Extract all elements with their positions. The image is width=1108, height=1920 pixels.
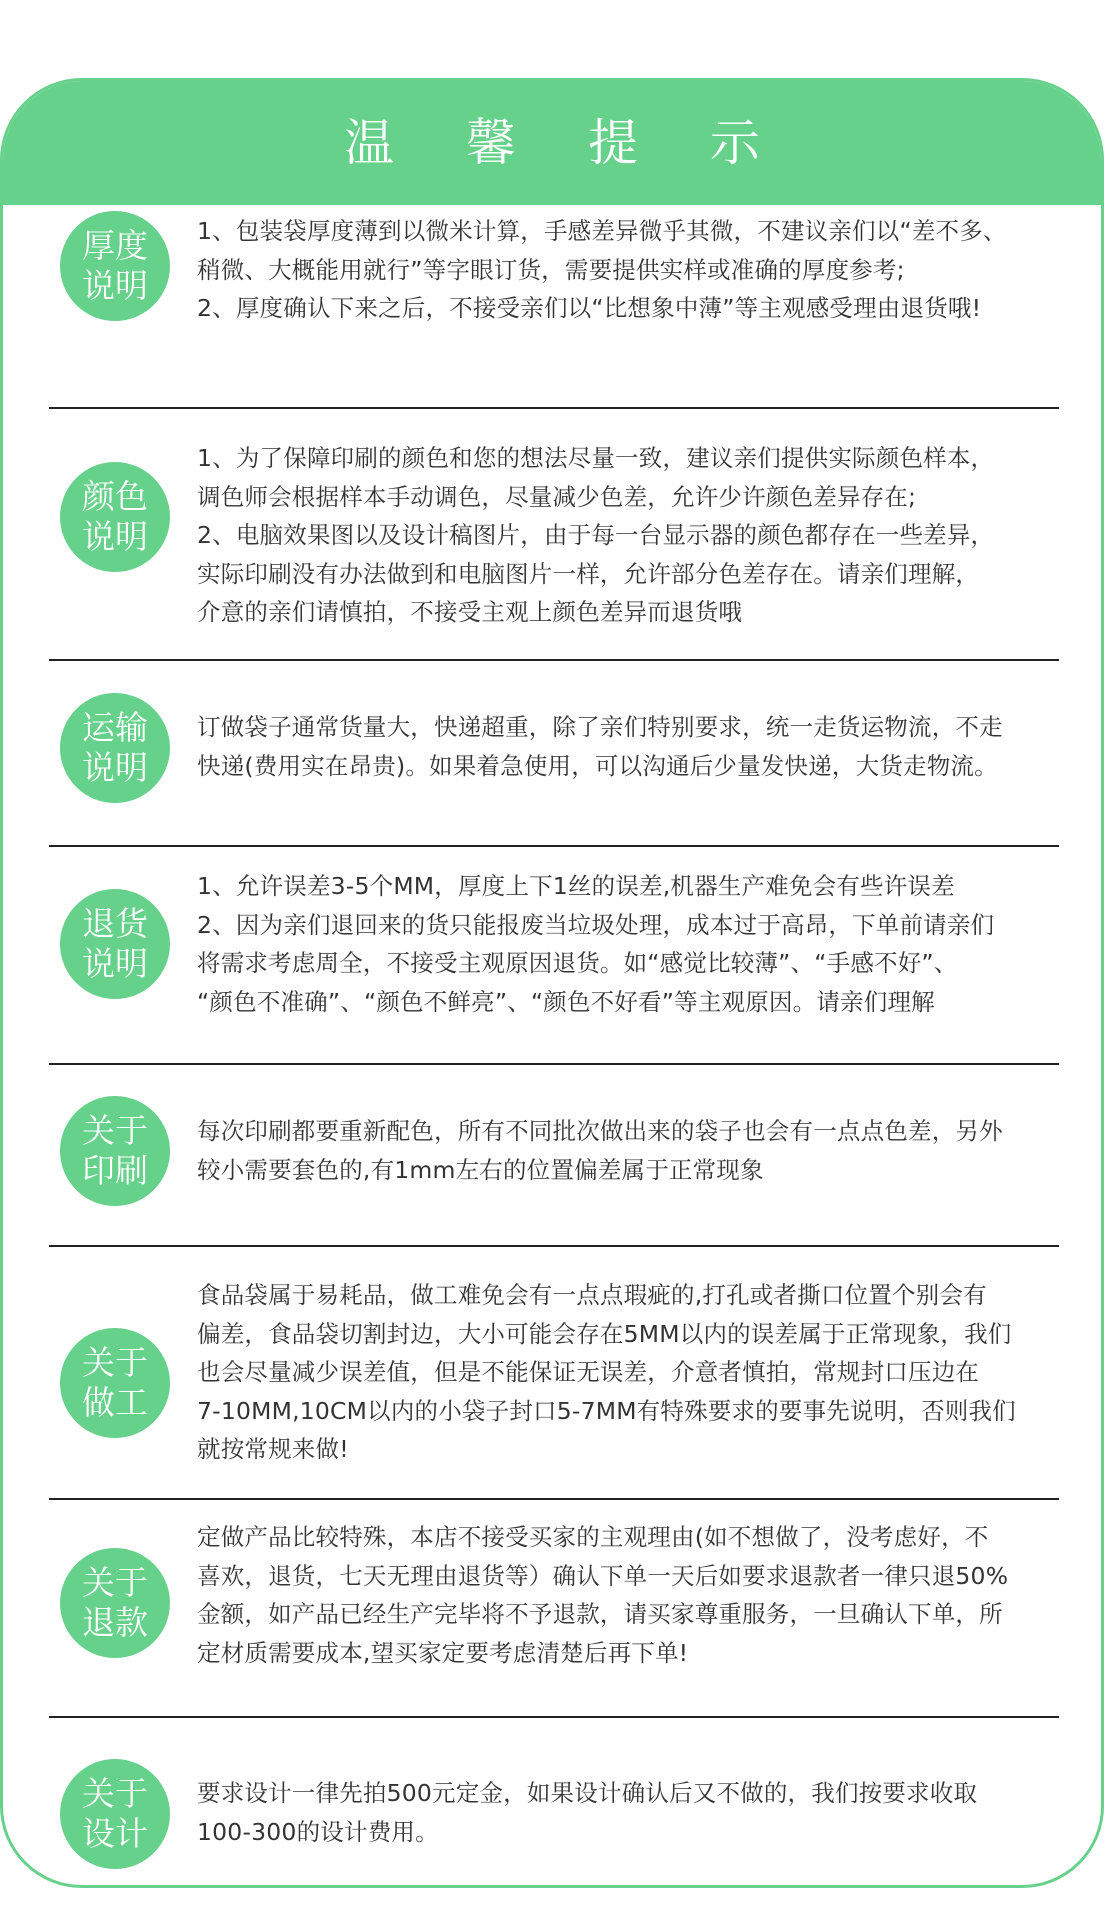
divider <box>49 659 1059 661</box>
badge-line: 关于 <box>82 1111 148 1150</box>
text-line: 也会尽量减少误差值，但是不能保证无误差，介意者慎拍，常规封口压边在 <box>197 1358 980 1386</box>
divider <box>49 1245 1059 1247</box>
badge-line: 运输 <box>82 708 148 747</box>
notice-title: 温 馨 提 示 <box>344 114 788 172</box>
text-line: 快递(费用实在昂贵)。如果着急使用，可以沟通后少量发快递，大货走物流。 <box>197 751 998 780</box>
badge-line: 印刷 <box>82 1151 148 1190</box>
badge-line: 关于 <box>82 1563 148 1602</box>
section-badge <box>60 211 170 321</box>
badge-line: 说明 <box>82 944 148 983</box>
section-badge <box>60 889 170 999</box>
text-line: 金额，如产品已经生产完毕将不予退款，请买家尊重服务，一旦确认下单，所 <box>197 1600 1003 1628</box>
badge-line: 说明 <box>82 266 148 305</box>
badge-line: 退货 <box>82 904 148 943</box>
badge-line: 做工 <box>82 1383 148 1422</box>
section-badge <box>60 1328 170 1438</box>
section-text <box>197 708 1067 785</box>
section-badge <box>60 693 170 803</box>
text-line: 1、为了保障印刷的颜色和您的想法尽量一致，建议亲们提供实际颜色样本， <box>197 444 995 472</box>
section-text <box>197 1518 1067 1672</box>
section-badge <box>60 1548 170 1658</box>
text-line: 要求设计一律先拍500元定金，如果设计确认后又不做的，我们按要求收取 <box>197 1779 978 1807</box>
section-text <box>197 1276 1067 1469</box>
text-line: 2、电脑效果图以及设计稿图片，由于每一台显示器的颜色都存在一些差异， <box>197 521 995 549</box>
text-line: 2、厚度确认下来之后，不接受亲们以“比想象中薄”等主观感受理由退货哦! <box>197 294 982 322</box>
text-line: 喜欢，退货，七天无理由退货等）确认下单一天后如要求退款者一律只退50% <box>197 1561 1009 1590</box>
divider <box>49 407 1059 409</box>
text-line: 每次印刷都要重新配色，所有不同批次做出来的袋子也会有一点点色差，另外 <box>197 1117 1003 1145</box>
badge-line: 关于 <box>82 1343 148 1382</box>
section-text <box>197 867 1067 1021</box>
text-line: 较小需要套色的,有1mm左右的位置偏差属于正常现象 <box>197 1155 764 1184</box>
section-text <box>197 439 1067 632</box>
badge-line: 说明 <box>82 748 148 787</box>
section-badge <box>60 1096 170 1206</box>
text-line: 1、包装袋厚度薄到以微米计算，手感差异微乎其微，不建议亲们以“差不多、 <box>197 217 1007 245</box>
notice-card <box>0 78 1104 1888</box>
text-line: 定做产品比较特殊，本店不接受买家的主观理由(如不想做了，没考虑好，不 <box>197 1523 989 1551</box>
text-line: 介意的亲们请慎拍，不接受主观上颜色差异而退货哦 <box>197 598 743 626</box>
text-line: 2、因为亲们退回来的货只能报废当垃圾处理，成本过于高昂，下单前请亲们 <box>197 910 995 939</box>
section-text <box>197 212 1067 328</box>
text-line: 调色师会根据样本手动调色，尽量减少色差，允许少许颜色差异存在; <box>197 482 917 511</box>
divider <box>49 1063 1059 1065</box>
section-text <box>197 1112 1067 1189</box>
badge-line: 设计 <box>82 1814 148 1853</box>
text-line: 稍微、大概能用就行”等字眼订货，需要提供实样或准确的厚度参考; <box>197 255 905 284</box>
section-badge <box>60 462 170 572</box>
badge-line: 颜色 <box>82 477 148 516</box>
text-line: “颜色不准确”、“颜色不鲜亮”、“颜色不好看”等主观原因。请亲们理解 <box>197 987 935 1016</box>
badge-line: 说明 <box>82 517 148 556</box>
text-line: 1、允许误差3-5个MM，厚度上下1丝的误差,机器生产难免会有些许误差 <box>197 872 955 900</box>
text-line: 订做袋子通常货量大，快递超重，除了亲们特别要求，统一走货运物流，不走 <box>197 713 1003 741</box>
divider <box>49 1498 1059 1500</box>
badge-line: 厚度 <box>82 226 148 265</box>
section-text <box>197 1774 1067 1851</box>
notice-header <box>3 81 1101 205</box>
text-line: 将需求考虑周全，不接受主观原因退货。如“感觉比较薄”、“手感不好”、 <box>197 949 958 977</box>
text-line: 100-300的设计费用。 <box>197 1817 439 1846</box>
divider <box>49 1716 1059 1718</box>
text-line: 就按常规来做! <box>197 1435 349 1463</box>
badge-line: 关于 <box>82 1774 148 1813</box>
text-line: 7-10MM,10CM以内的小袋子封口5-7MM有特殊要求的要事先说明，否则我们 <box>197 1396 1016 1425</box>
section-badge <box>60 1759 170 1869</box>
badge-line: 退款 <box>82 1603 148 1642</box>
text-line: 定材质需要成本,望买家定要考虑清楚后再下单! <box>197 1638 689 1667</box>
text-line: 实际印刷没有办法做到和电脑图片一样，允许部分色差存在。请亲们理解， <box>197 559 980 588</box>
divider <box>49 845 1059 847</box>
text-line: 偏差，食品袋切割封边，大小可能会存在5MM以内的误差属于正常现象，我们 <box>197 1319 1012 1348</box>
text-line: 食品袋属于易耗品，做工难免会有一点点瑕疵的,打孔或者撕口位置个别会有 <box>197 1281 987 1309</box>
